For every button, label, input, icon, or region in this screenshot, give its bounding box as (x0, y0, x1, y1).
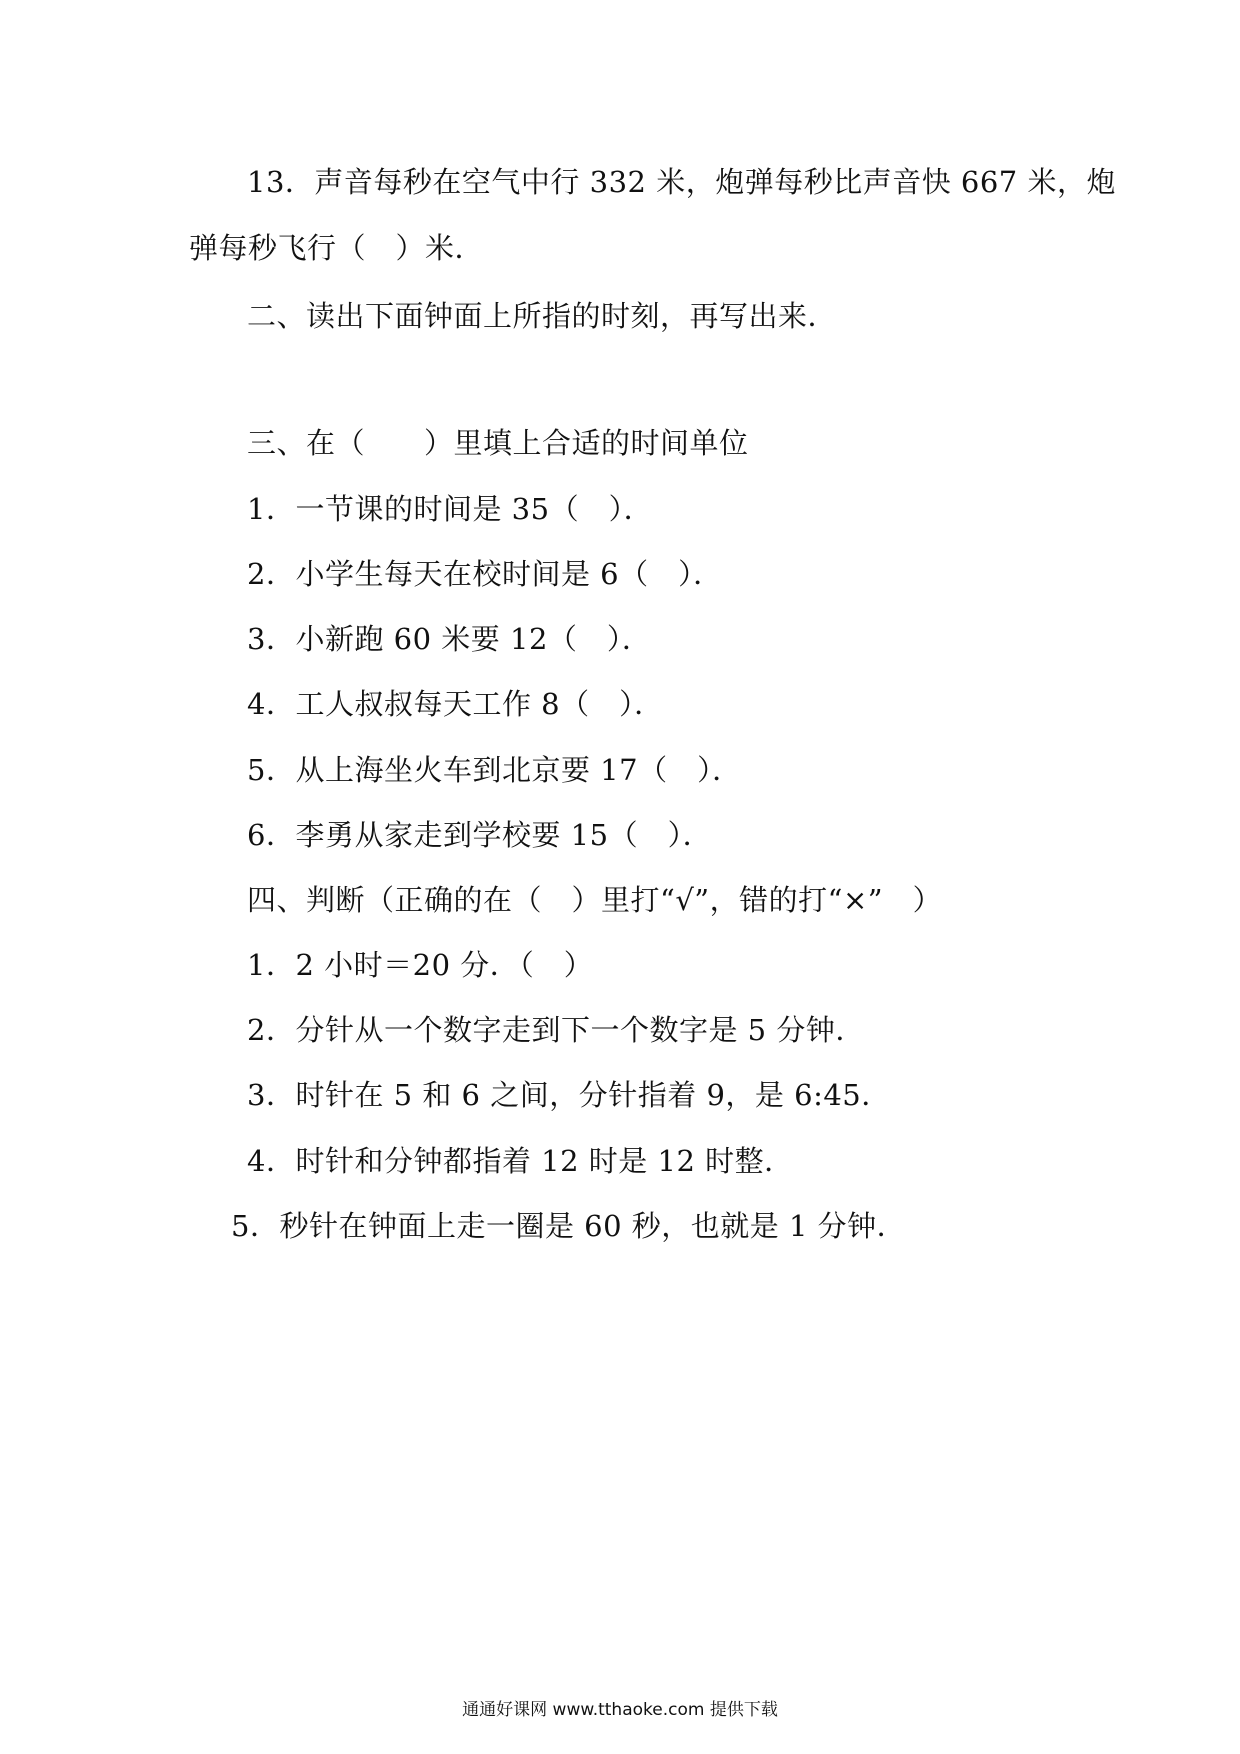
section-2-title: 二、读出下面钟面上所指的时刻，再写出来． (247, 299, 838, 333)
section-3-item-3: 3．小新跑 60 米要 12（ ）． (247, 622, 652, 656)
section-4-item-5: 5．秒针在钟面上走一圈是 60 秒，也就是 1 分钟． (231, 1209, 907, 1243)
section-4-item-3: 3．时针在 5 和 6 之间，分针指着 9，是 6:45． (247, 1078, 891, 1112)
section-3-item-2: 2．小学生每天在校时间是 6（ ）． (247, 557, 723, 591)
question-13-line-2: 弹每秒飞行（ ）米． (189, 231, 485, 265)
question-13-line-1: 13．声音每秒在空气中行 332 米，炮弹每秒比声音快 667 米，炮 (247, 165, 1116, 199)
section-3-item-5: 5．从上海坐火车到北京要 17（ ）． (247, 753, 742, 787)
section-3-item-1: 1．一节课的时间是 35（ ）． (247, 492, 654, 526)
section-4-item-4: 4．时针和分钟都指着 12 时是 12 时整． (247, 1144, 794, 1178)
section-4-item-2: 2．分针从一个数字走到下一个数字是 5 分钟． (247, 1013, 865, 1047)
section-3-item-4: 4．工人叔叔每天工作 8（ ）． (247, 687, 664, 721)
footer-credit: 通通好课网 www.tthaoke.com 提供下载 (462, 1700, 778, 1720)
section-3-title: 三、在（ ）里填上合适的时间单位 (247, 426, 749, 460)
section-4-item-1: 1．2 小时＝20 分．（ ） (247, 948, 594, 982)
section-3-item-6: 6．李勇从家走到学校要 15（ ）． (247, 818, 713, 852)
section-4-title: 四、判断（正确的在（ ）里打“√”，错的打“×” ） (247, 883, 943, 917)
